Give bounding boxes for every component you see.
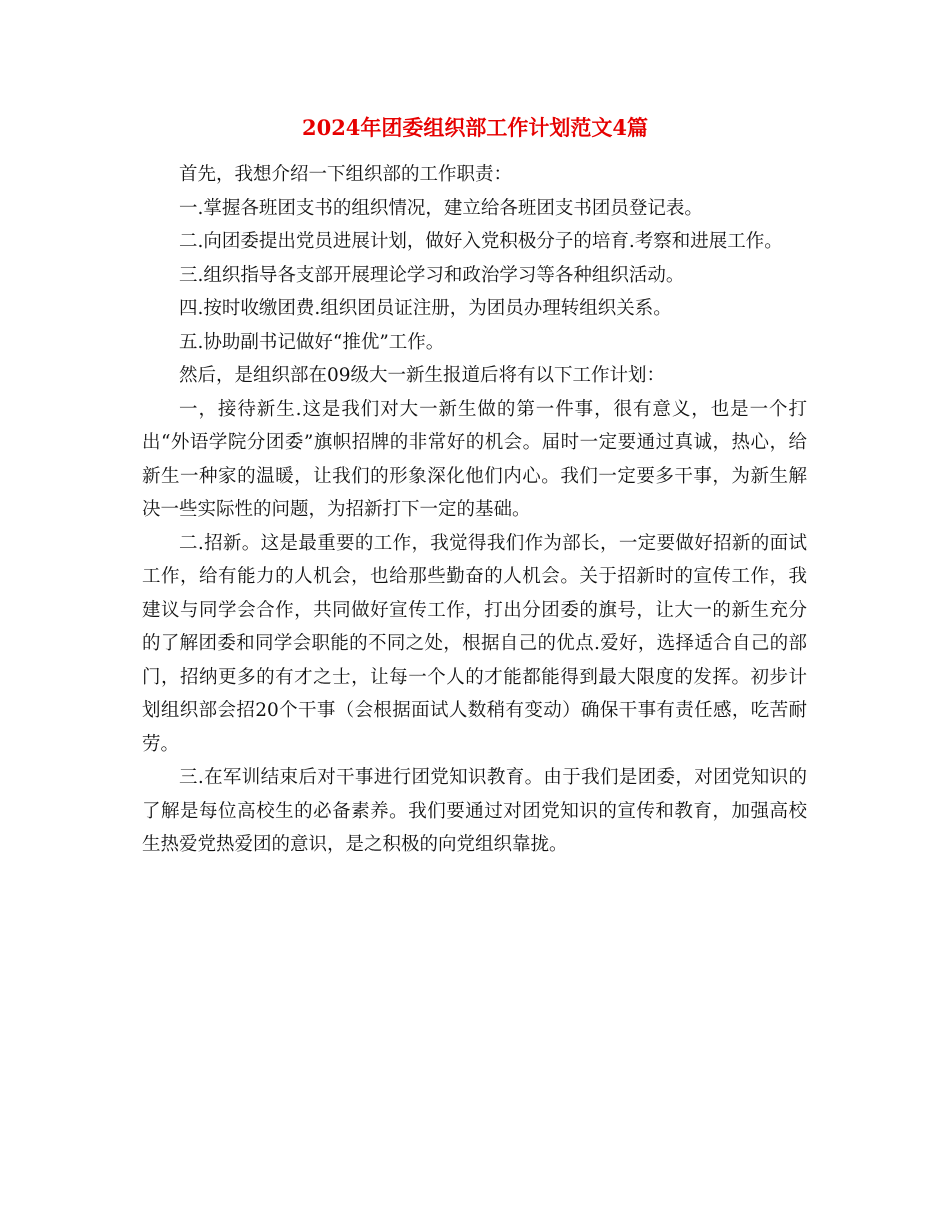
paragraph-plan-2: 二.招新。这是最重要的工作，我觉得我们作为部长，一定要做好招新的面试工作，给有能力的人机会，也给那些勤奋的人机会。关于招新时的宣传工作，我建议与同学会合作，共同做好宣传工作，打出分团委的旗号，让大一的新生充分的了解团委和同学会职能的不同之处，根据自己的优点.爱好，选择适合自己的部门，招纳更多的有才之士，让每一个人的才能都能得到最大限度的发挥。初步计划组织部会招20个干事（会根据面试人数稍有变动）确保干事有责任感，吃苦耐劳。 <box>142 532 807 755</box>
paragraph-plan-intro: 然后，是组织部在09级大一新生报道后将有以下工作计划： <box>179 365 666 386</box>
paragraph-plan-3: 三.在军训结束后对干事进行团党知识教育。由于我们是团委，对团党知识的了解是每位高校生的必备素养。我们要通过对团党知识的宣传和教育，加强高校生热爱党热爱团的意识，是之积极的向党组织靠拢。 <box>142 767 807 855</box>
document-title: 2024年团委组织部工作计划范文4篇 <box>301 115 649 140</box>
paragraph-duty-1: 一.掌握各班团支书的组织情况，建立给各班团支书团员登记表。 <box>179 197 703 219</box>
paragraph-duty-4: 四.按时收缴团费.组织团员证注册，为团员办理转组织关系。 <box>179 298 672 319</box>
paragraph-duty-5: 五.协助副书记做好“推优”工作。 <box>179 331 445 353</box>
paragraph-intro: 首先，我想介绍一下组织部的工作职责： <box>179 164 513 185</box>
document-body <box>142 158 807 862</box>
paragraph-plan-1: 一，接待新生.这是我们对大一新生做的第一件事，很有意义，也是一个打出“外语学院分团委”旗帜招牌的非常好的机会。届时一定要通过真诚，热心，给新生一种家的温暖，让我们的形象深化他们内心。我们一定要多干事，为新生解决一些实际性的问题，为招新打下一定的基础。 <box>142 398 807 520</box>
paragraph-duty-2: 二.向团委提出党员进展计划，做好入党积极分子的培育.考察和进展工作。 <box>179 231 783 252</box>
paragraph-duty-3: 三.组织指导各支部开展理论学习和政治学习等各种组织活动。 <box>179 264 685 286</box>
